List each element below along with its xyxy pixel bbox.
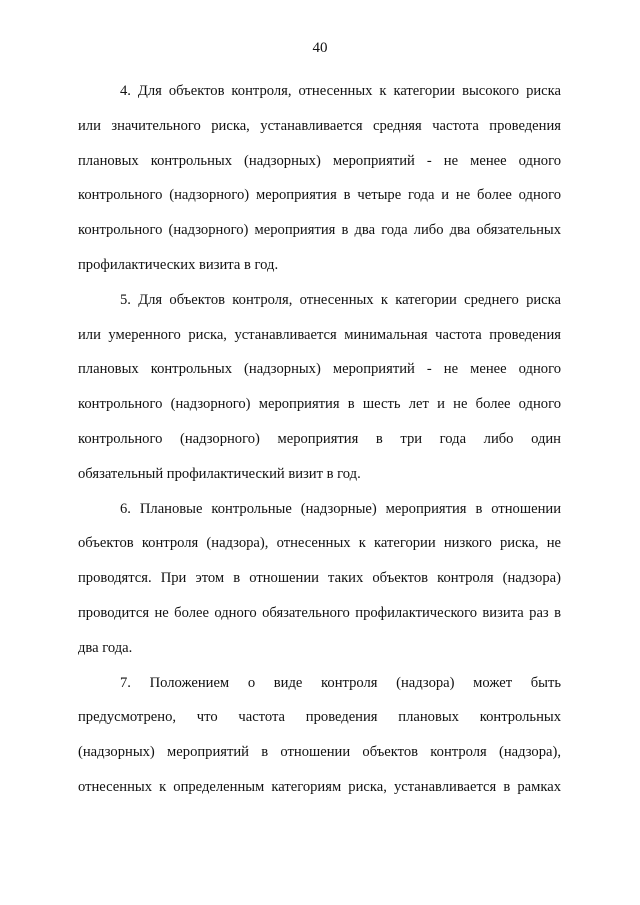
text-line: плановых контрольных (надзорных) мероприятий - не менее одного	[78, 361, 561, 378]
text-line: обязательный профилактический визит в год.	[78, 465, 361, 482]
text-line: объектов контроля (надзора), отнесенных к категории низкого риска, не	[78, 535, 561, 552]
text-line: или значительного риска, устанавливается средняя частота проведения	[78, 117, 561, 134]
text-line: проводятся. При этом в отношении таких объектов контроля (надзора)	[78, 570, 561, 587]
paragraph-4	[78, 74, 561, 283]
text-line: или умеренного риска, устанавливается минимальная частота проведения	[78, 326, 561, 343]
text-line: контрольного (надзорного) мероприятия в три года либо один	[78, 430, 561, 447]
text-line: 6. Плановые контрольные (надзорные) мероприятия в отношении	[120, 500, 561, 517]
paragraph-5	[78, 283, 561, 492]
text-line: профилактических визита в год.	[78, 256, 279, 273]
text-line: контрольного (надзорного) мероприятия в два года либо два обязательных	[78, 222, 561, 239]
text-line: контрольного (надзорного) мероприятия в шесть лет и не более одного	[78, 396, 561, 413]
text-line: 5. Для объектов контроля, отнесенных к категории среднего риска	[120, 291, 561, 308]
paragraph-7	[78, 666, 561, 805]
text-line: проводится не более одного обязательного профилактического визита раз в	[78, 604, 561, 621]
text-line: (надзорных) мероприятий в отношении объектов контроля (надзора),	[78, 744, 561, 761]
text-line: 4. Для объектов контроля, отнесенных к категории высокого риска	[120, 83, 561, 99]
text-line: предусмотрено, что частота проведения плановых контрольных	[78, 709, 561, 726]
text-line: отнесенных к определенным категориям риска, устанавливается в рамках	[78, 778, 561, 795]
text-line: два года.	[78, 639, 133, 656]
text-line: плановых контрольных (надзорных) мероприятий - не менее одного	[78, 152, 561, 169]
text-line: контрольного (надзорного) мероприятия в четыре года и не более одного	[78, 187, 561, 204]
document-body	[78, 74, 561, 805]
page-number: 40	[312, 40, 328, 56]
text-line: 7. Положением о виде контроля (надзора) может быть	[120, 674, 561, 691]
paragraph-6	[78, 492, 561, 666]
